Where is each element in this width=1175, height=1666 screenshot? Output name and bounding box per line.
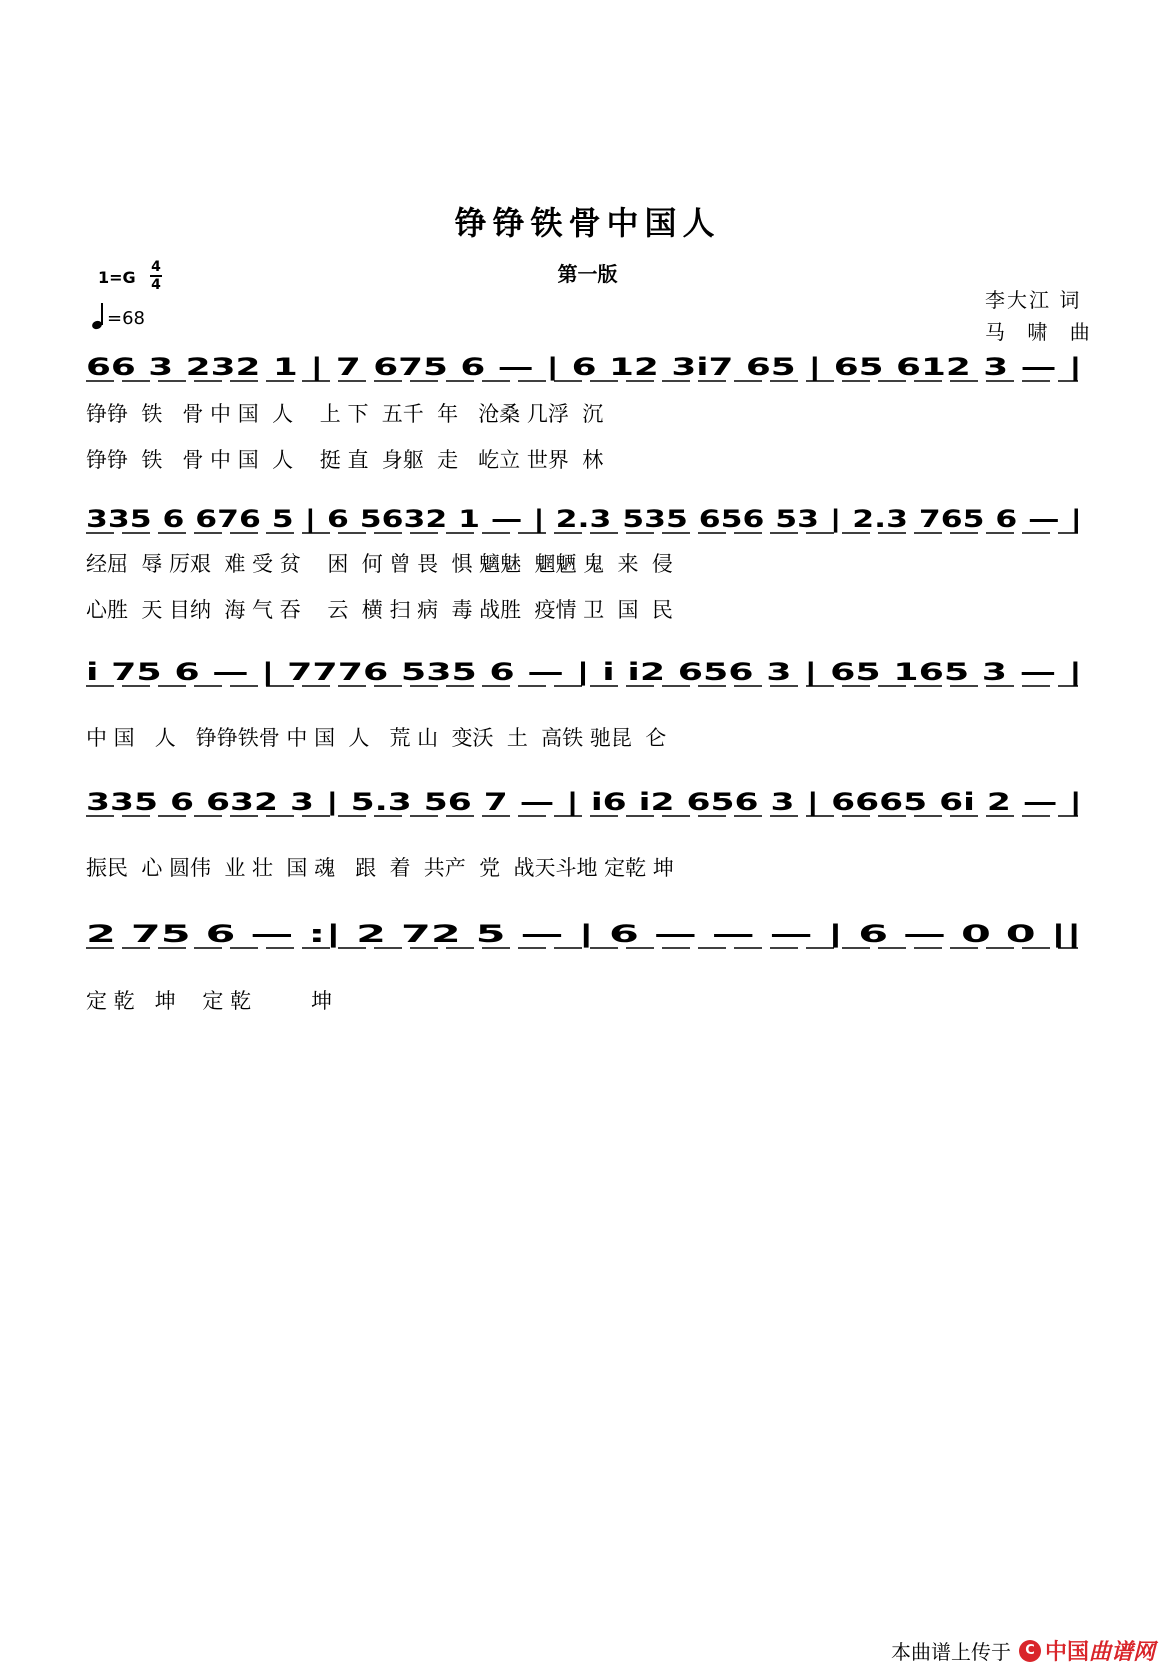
lyric-line-3-1: 中 国 人 铮铮铁骨 中 国 人 荒 山 变沃 土 高铁 驰昆 仑 [86,726,667,750]
tempo-bpm: 68 [122,308,145,329]
notation-line-4: 335 6 632 3 | 5.3 56 7 — | i6 i2 656 3 | 6665 6i 2 — | [86,788,1082,816]
logo-part2: 曲谱网 [1088,1640,1155,1665]
tempo-prefix: = [107,308,123,329]
lyric-line-5-1: 定 乾 坤 定 乾 坤 [86,989,333,1013]
lyric-line-1-2: 铮铮 铁 骨 中 国 人 挺 直 身躯 走 屹立 世界 林 [86,448,604,472]
lyric-line-2-1: 经屈 辱 厉艰 难 受 贫 困 何 曾 畏 惧 魑魅 魍魉 鬼 来 侵 [86,552,673,576]
key-signature: 1=G [98,268,136,287]
notation-line-1: 66 3 232 1 | 7 675 6 — | 6 12 3i7 65 | 65 612 3 — | [86,353,1082,381]
notation-line-2: 335 6 676 5 | 6 5632 1 — | 2.3 535 656 53 | 2.3 765 6 — | [86,505,1082,533]
notation-line-5: 2 75 6 — :| 2 72 5 — | 6 — — — | 6 — 0 0 || [86,920,1082,948]
time-numerator: 4 [151,259,161,275]
lyric-line-1-1: 铮铮 铁 骨 中 国 人 上 下 五千 年 沧桑 几浮 沉 [86,402,604,426]
song-title: 铮铮铁骨中国人 [454,204,721,242]
site-logo-icon: C [1019,1640,1041,1662]
lyric-line-2-2: 心胜 天 目纳 海 气 吞 云 横 扫 病 毒 战胜 疫情 卫 国 民 [86,598,673,622]
time-denominator: 4 [151,277,161,293]
footer-text: 本曲谱上传于 [890,1640,1011,1664]
notation-line-3: i 75 6 — | 7776 535 6 — | i i2 656 3 | 65 165 3 — | [86,658,1082,686]
lyricist-credit: 李大江 词 [985,288,1082,312]
lyric-line-4-1: 振民 心 圆伟 业 壮 国 魂 跟 着 共产 党 战天斗地 定乾 坤 [86,856,674,880]
footer-credit [891,1635,1155,1666]
logo-part1: 中国 [1044,1640,1089,1665]
composer-credit: 马 啸 曲 [985,320,1098,344]
version-subtitle: 第一版 [557,262,618,286]
